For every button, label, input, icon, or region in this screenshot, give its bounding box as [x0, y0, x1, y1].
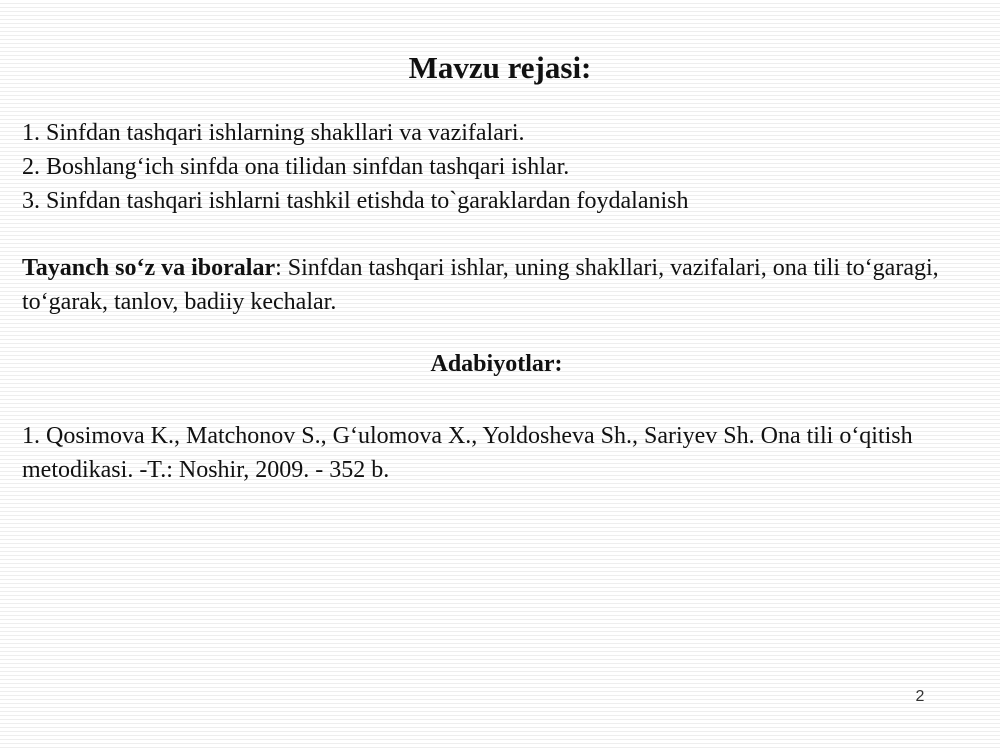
slide-title: Mavzu rejasi:: [408, 50, 592, 85]
plan-list: [22, 116, 982, 218]
references-list: [22, 419, 977, 487]
plan-item: 2. Boshlang‘ich sinfda ona tilidan sinfdan tashqari ishlar.: [22, 154, 570, 180]
references-title: Adabiyotlar:: [430, 351, 563, 377]
plan-item: 3. Sinfdan tashqari ishlarni tashkil etishda to`garaklardan foydalanish: [22, 188, 689, 214]
reference-item: 1. Qosimova K., Matchonov S., G‘ulomova X., Yoldosheva Sh., Sariyev Sh. Ona tili o‘qitish metodikasi. -T.: Noshir, 2009. - 352 b.: [22, 423, 913, 483]
keywords-label: Tayanch so‘z va iboralar: [22, 255, 276, 281]
keywords-text: : Sinfdan tashqari ishlar, uning shakllari, vazifalari, ona tili to‘garagi, to‘garak, tanlov, badiiy kechalar.: [22, 255, 939, 315]
plan-item: 1. Sinfdan tashqari ishlarning shakllari va vazifalari.: [22, 120, 525, 146]
page-number: 2: [915, 688, 925, 705]
keywords-paragraph: [22, 251, 972, 319]
